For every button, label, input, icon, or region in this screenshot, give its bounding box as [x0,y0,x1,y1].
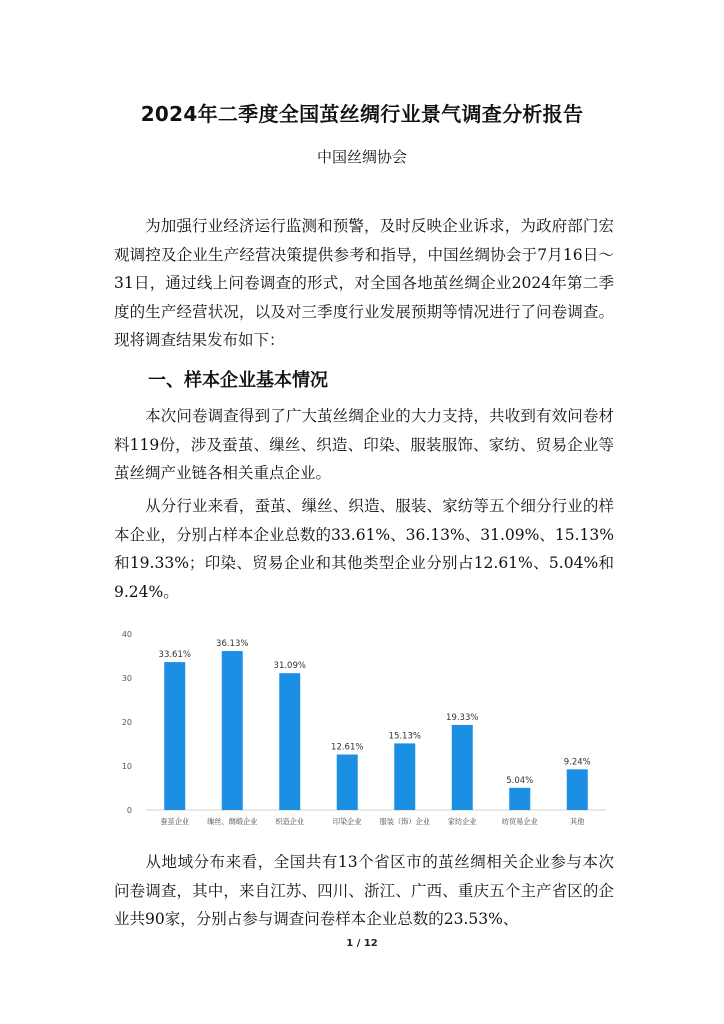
page-number: 1 / 12 [346,938,378,949]
data-label: 5.04% [506,775,534,786]
x-tick-label: 缫丝、绸缎企业 [207,817,258,826]
bar [279,673,300,810]
bar [337,755,358,810]
y-tick-label: 40 [121,630,132,639]
y-tick-label: 30 [121,674,132,683]
data-label: 9.24% [563,757,591,768]
data-label: 15.13% [388,731,421,742]
y-tick-label: 10 [121,762,132,771]
x-tick-label: 服装（饰）企业 [379,817,430,826]
bar [452,725,473,810]
region-text: 从地域分布来看，全国共有13个省区市的茧丝绸相关企业参与本次问卷调查，其中，来自江苏、四川、浙江、广西、重庆五个主产省区的企业共90家，分别占参与调查问卷样本企业总数的23.53%、 [114,853,614,929]
x-tick-label: 印染企业 [332,817,362,826]
y-tick-label: 0 [126,806,132,815]
x-tick-label: 家纺企业 [447,817,477,826]
industry-bar-chart [114,622,614,834]
x-tick-label: 蚕茧企业 [160,817,190,826]
data-label: 33.61% [158,650,191,661]
bar [164,662,185,810]
section-heading: 一、样本企业基本情况 [148,370,328,391]
bar [509,788,530,810]
y-tick-label: 20 [121,718,132,727]
industry-paragraph [114,492,614,606]
intro-text: 为加强行业经济运行监测和预警，及时反映企业诉求，为政府部门宏观调控及企业生产经营决策提供参考和指导，中国丝绸协会于7月16日～31日，通过线上问卷调查的形式，对全国各地茧丝绸企业2024年第二季度的生产经营状况，以及对三季度行业发展预期等情况进行了问卷调查。现将调查结果发布如下： [114,217,614,350]
data-label: 31.09% [273,661,306,672]
sample-text: 本次问卷调查得到了广大茧丝绸企业的大力支持，共收到有效问卷材料119份，涉及蚕茧、缫丝、织造、印染、服装服饰、家纺、贸易企业等茧丝绸产业链各相关重点企业。 [114,407,614,483]
bar [222,651,243,810]
document-author: 中国丝绸协会 [316,148,407,166]
x-tick-label: 纺贸易企业 [501,817,538,826]
sample-paragraph [114,402,614,488]
data-label: 19.33% [446,712,479,723]
intro-paragraph [114,212,614,355]
x-tick-label: 其他 [570,817,585,826]
industry-text: 从分行业来看，蚕茧、缫丝、织造、服装、家纺等五个细分行业的样本企业，分别占样本企业总数的33.61%、36.13%、31.09%、15.13%和19.33%；印染、贸易企业和其他类型企业分别占12.61%、5.04%和9.24%。 [114,497,614,601]
x-tick-label: 织造企业 [275,817,305,826]
bar [567,769,588,810]
bar [394,743,415,810]
data-label: 12.61% [331,742,364,753]
region-paragraph [114,848,614,934]
data-label: 36.13% [216,639,249,650]
document-title: 2024年二季度全国茧丝绸行业景气调查分析报告 [140,102,584,126]
